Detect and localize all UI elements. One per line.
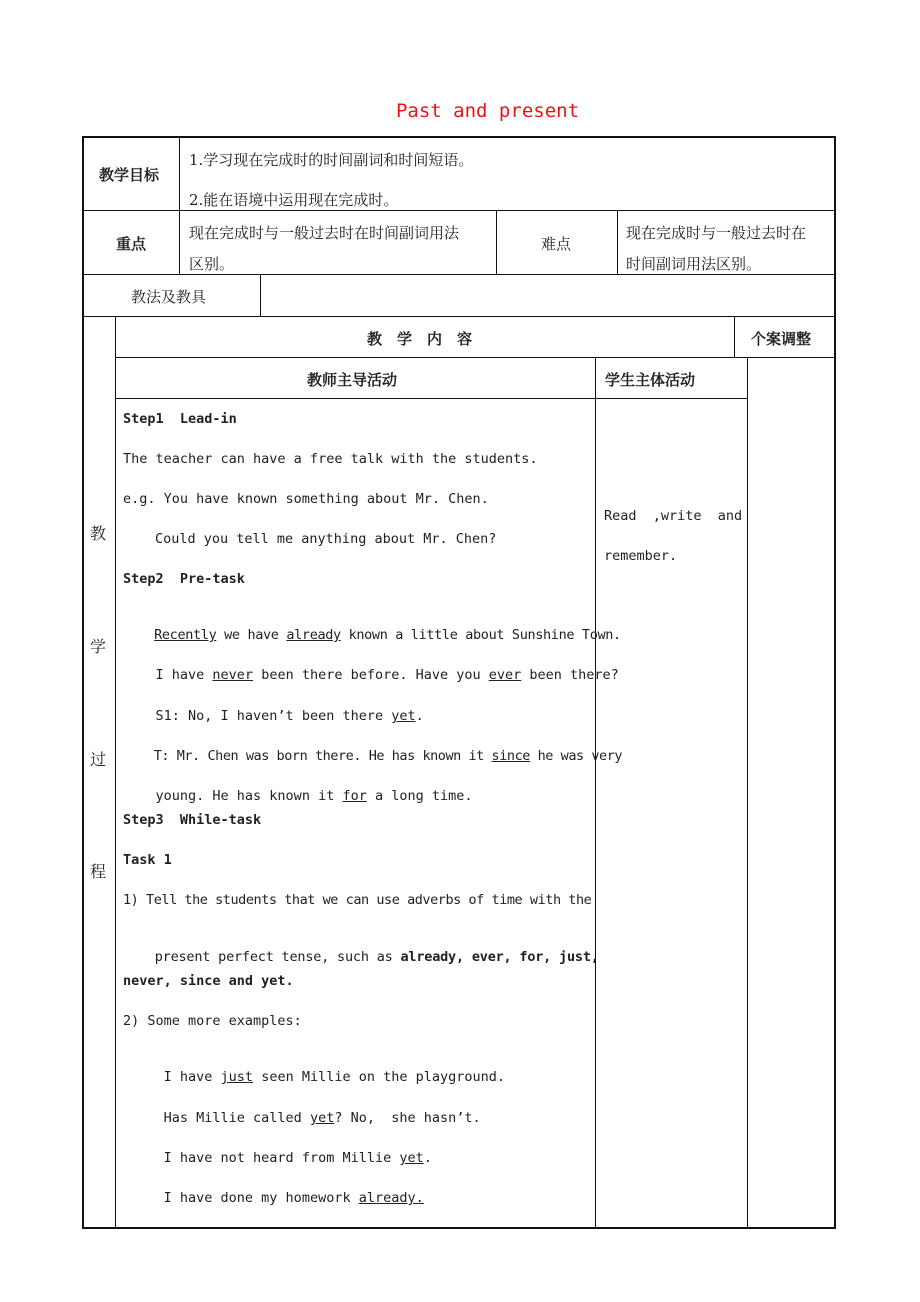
key-point-text: 区别。 (189, 255, 235, 273)
difficulty-text: 现在完成时与一般过去时在 (626, 224, 807, 242)
keyword: never (212, 667, 254, 683)
row-divider (115, 398, 748, 399)
text-run: I have not heard from Millie (155, 1150, 400, 1166)
text-run: been there before. Have you (253, 667, 489, 683)
difficulty-text: 时间副词用法区别。 (626, 255, 762, 273)
task-heading: Task 1 (123, 852, 172, 868)
text-run: present perfect tense, such as (154, 949, 401, 965)
student-activity-text: remember. (604, 548, 678, 564)
row-divider (82, 210, 836, 211)
row-divider (82, 316, 836, 317)
key-point-text: 现在完成时与一般过去时在时间副词用法 (189, 224, 460, 242)
page-title: Past and present (395, 100, 580, 122)
step-heading: Step3 While-task (123, 812, 262, 828)
row-divider (82, 274, 836, 275)
keyword: since (491, 748, 530, 764)
step-heading: Step2 Pre-task (123, 571, 245, 587)
text-run: been there? (521, 667, 619, 683)
col-divider (115, 316, 116, 1228)
col-divider (595, 357, 596, 1228)
keyword: ever (488, 667, 522, 683)
lesson-line: 2) Some more examples: (123, 1013, 302, 1029)
content-header: 教 学 内 容 (367, 330, 473, 348)
keyword: yet (391, 708, 416, 724)
text-run: I have done my homework (155, 1190, 359, 1206)
methods-label: 教法及教具 (131, 288, 207, 306)
col-divider (496, 210, 497, 274)
keyword: just (220, 1069, 254, 1085)
difficulty-label: 难点 (541, 235, 572, 253)
lesson-line: Could you tell me anything about Mr. Chen? (155, 531, 497, 547)
step-heading: Step1 Lead-in (123, 411, 237, 427)
objectives-label: 教学目标 (99, 166, 160, 184)
text-run: seen Millie on the playground. (253, 1069, 506, 1085)
key-point-label: 重点 (116, 235, 147, 253)
col-divider (260, 274, 261, 316)
col-divider (734, 316, 735, 357)
keyword: already. (358, 1190, 424, 1206)
text-run: ? No, she hasn’t. (334, 1110, 481, 1126)
student-activity-text: Read ,write and (604, 508, 743, 524)
text-run: S1: No, I haven’t been there (155, 708, 392, 724)
text-run: we have (216, 627, 287, 643)
text-run: I have (155, 667, 213, 683)
text-run: he was very (529, 748, 623, 764)
keyword: yet (309, 1110, 335, 1126)
text-run: . (415, 708, 424, 724)
lesson-line: The teacher can have a free talk with the students. (123, 451, 538, 467)
teacher-activity-header: 教师主导活动 (307, 371, 398, 389)
row-divider (115, 357, 836, 358)
keyword: yet (399, 1150, 424, 1166)
lesson-line: e.g. You have known something about Mr. Chen. (123, 491, 489, 507)
adjust-header: 个案调整 (751, 330, 812, 348)
lesson-line: 1) Tell the students that we can use adverbs of time with the (123, 892, 592, 908)
col-divider (617, 210, 618, 274)
text-run: young. He has known it (155, 788, 343, 804)
objective-item: 2.能在语境中运用现在完成时。 (189, 191, 399, 209)
keyword: already (286, 627, 341, 643)
process-label-char: 学 (90, 637, 107, 656)
lesson-line: never, since and yet. (123, 973, 294, 989)
student-activity-header: 学生主体活动 (605, 371, 696, 389)
text-run: Has Millie called (155, 1110, 310, 1126)
text-run: I have (155, 1069, 221, 1085)
col-divider (179, 137, 180, 274)
objective-item: 1.学习现在完成时的时间副词和时间短语。 (189, 151, 474, 169)
keyword: for (342, 788, 367, 804)
process-label-char: 程 (90, 862, 107, 881)
keyword: Recently (154, 627, 217, 643)
text-run: a long time. (366, 788, 473, 804)
text-run: . (423, 1150, 432, 1166)
process-label-char: 教 (90, 524, 107, 543)
keyword-list: already, ever, for, just, (400, 949, 599, 965)
col-divider (747, 357, 748, 1228)
example-line (123, 1174, 424, 1222)
text-run: known a little about Sunshine Town. (340, 627, 621, 643)
text-run: T: Mr. Chen was born there. He has known it (153, 748, 492, 764)
process-label-char: 过 (90, 750, 107, 769)
